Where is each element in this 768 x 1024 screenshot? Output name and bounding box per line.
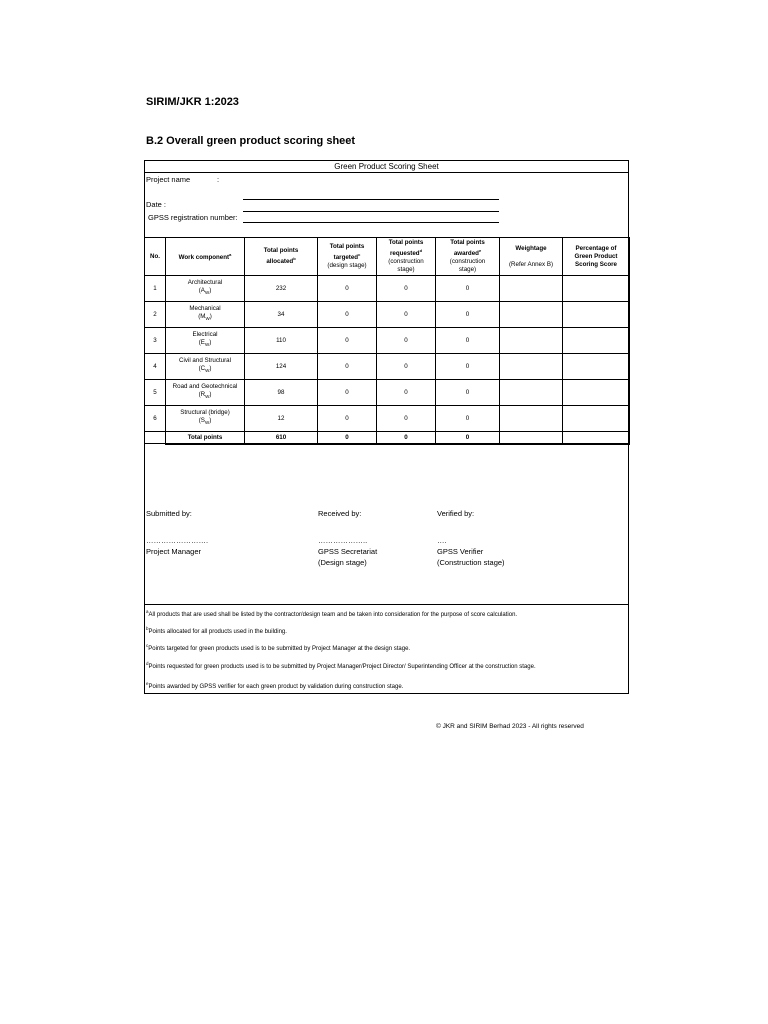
- row-targeted: 0: [318, 406, 377, 432]
- sheet-title: Green Product Scoring Sheet: [144, 160, 629, 173]
- table-row: [145, 354, 630, 380]
- footnote-d: $^d$Points requested for green products used is to be submitted by Project Manager/Project Director/ Superintending Officer at the construction stage.: [146, 661, 536, 670]
- row-no: 6: [145, 406, 166, 432]
- footnote-e: $^e$Points awarded by GPSS verifier for each green product by validation during construction stage.: [146, 681, 404, 690]
- project-name-field[interactable]: [243, 199, 499, 200]
- header-percentage: Percentage of Green Product Scoring Score: [563, 238, 630, 276]
- row-weightage[interactable]: [500, 276, 563, 302]
- row-percentage[interactable]: [563, 302, 630, 328]
- gpss-registration-field[interactable]: [243, 222, 499, 223]
- document-code: SIRIM/JKR 1:2023: [146, 96, 239, 108]
- row-targeted: 0: [318, 328, 377, 354]
- row-percentage[interactable]: [563, 406, 630, 432]
- row-allocated: 232: [245, 276, 318, 302]
- date-field[interactable]: [243, 211, 499, 212]
- table-row: [145, 302, 630, 328]
- received-stage: (Design stage): [318, 558, 367, 567]
- row-work-component: Structural (bridge) $(S_W)$: [166, 406, 245, 432]
- row-awarded: 0: [436, 302, 500, 328]
- table-header-row: [145, 238, 630, 276]
- submitted-signature-line[interactable]: …………………….: [146, 536, 209, 545]
- submitted-role: Project Manager: [146, 547, 202, 556]
- row-no: 1: [145, 276, 166, 302]
- row-percentage[interactable]: [563, 354, 630, 380]
- row-work-component: Road and Geotechnical $(R_W)$: [166, 380, 245, 406]
- row-targeted: 0: [318, 380, 377, 406]
- table-row: [145, 380, 630, 406]
- row-no: 5: [145, 380, 166, 406]
- footnote-divider: [144, 604, 629, 605]
- row-requested: 0: [377, 354, 436, 380]
- row-percentage[interactable]: [563, 276, 630, 302]
- project-name-label: Project name: [146, 175, 191, 184]
- header-total-awarded: Total points awarded$^e$ (construction stage): [436, 238, 500, 276]
- row-awarded: 0: [436, 406, 500, 432]
- row-work-component: Architectural $(A_W)$: [166, 276, 245, 302]
- total-allocated: 610: [245, 432, 318, 445]
- verified-signature-line[interactable]: ….: [437, 536, 447, 545]
- scoring-table: [144, 237, 630, 445]
- row-no: 3: [145, 328, 166, 354]
- submitted-by-label: Submitted by:: [146, 509, 192, 518]
- row-awarded: 0: [436, 328, 500, 354]
- verified-role: GPSS Verifier: [437, 547, 484, 556]
- row-work-component: Electrical $(E_W)$: [166, 328, 245, 354]
- row-weightage[interactable]: [500, 354, 563, 380]
- table-row: [145, 328, 630, 354]
- table-row: [145, 406, 630, 432]
- row-awarded: 0: [436, 276, 500, 302]
- row-allocated: 34: [245, 302, 318, 328]
- row-allocated: 12: [245, 406, 318, 432]
- project-name-colon: :: [217, 175, 220, 184]
- row-allocated: 124: [245, 354, 318, 380]
- copyright-notice: © JKR and SIRIM Berhad 2023 - All rights reserved: [436, 723, 584, 730]
- row-requested: 0: [377, 406, 436, 432]
- row-percentage[interactable]: [563, 328, 630, 354]
- row-weightage[interactable]: [500, 380, 563, 406]
- footnote-b: $^b$Points allocated for all products used in the building.: [146, 626, 287, 635]
- section-title: B.2 Overall green product scoring sheet: [146, 135, 356, 147]
- header-total-targeted: Total points targeted$^c$ (design stage): [318, 238, 377, 276]
- verified-by-label: Verified by:: [437, 509, 475, 518]
- row-requested: 0: [377, 328, 436, 354]
- footnote-c: $^c$Points targeted for green products used is to be submitted by Project Manager at the design stage.: [146, 643, 411, 652]
- header-total-requested: Total points requested$^d$ (construction stage): [377, 238, 436, 276]
- row-work-component: Civil and Structural $(C_W)$: [166, 354, 245, 380]
- row-weightage[interactable]: [500, 302, 563, 328]
- table-bottom-divider: [144, 443, 629, 444]
- row-work-component: Mechanical $(M_W)$: [166, 302, 245, 328]
- row-allocated: 98: [245, 380, 318, 406]
- row-requested: 0: [377, 302, 436, 328]
- row-no: 4: [145, 354, 166, 380]
- date-label: Date :: [146, 200, 167, 209]
- row-awarded: 0: [436, 380, 500, 406]
- received-by-label: Received by:: [318, 509, 362, 518]
- row-requested: 0: [377, 380, 436, 406]
- header-work-component: Work component$^a$: [166, 238, 245, 276]
- row-weightage[interactable]: [500, 328, 563, 354]
- row-no: 2: [145, 302, 166, 328]
- row-targeted: 0: [318, 302, 377, 328]
- header-weightage: Weightage (Refer Annex B): [500, 238, 563, 276]
- row-awarded: 0: [436, 354, 500, 380]
- row-percentage[interactable]: [563, 380, 630, 406]
- verified-stage: (Construction stage): [437, 558, 505, 567]
- row-allocated: 110: [245, 328, 318, 354]
- row-requested: 0: [377, 276, 436, 302]
- row-targeted: 0: [318, 276, 377, 302]
- received-role: GPSS Secretariat: [318, 547, 378, 556]
- header-no: No.: [145, 238, 166, 276]
- header-total-allocated: Total points allocated$^b$: [245, 238, 318, 276]
- total-label: Total points: [166, 432, 245, 445]
- table-row: [145, 276, 630, 302]
- total-requested: 0: [377, 432, 436, 445]
- total-awarded: 0: [436, 432, 500, 445]
- row-weightage[interactable]: [500, 406, 563, 432]
- received-signature-line[interactable]: ………………..: [318, 536, 368, 545]
- footnote-a: $^a$All products that are used shall be listed by the contractor/design team and be taken into consideration for the purpose of score calculation.: [146, 609, 518, 618]
- gpss-registration-label: GPSS registration number:: [148, 213, 238, 222]
- row-targeted: 0: [318, 354, 377, 380]
- total-targeted: 0: [318, 432, 377, 445]
